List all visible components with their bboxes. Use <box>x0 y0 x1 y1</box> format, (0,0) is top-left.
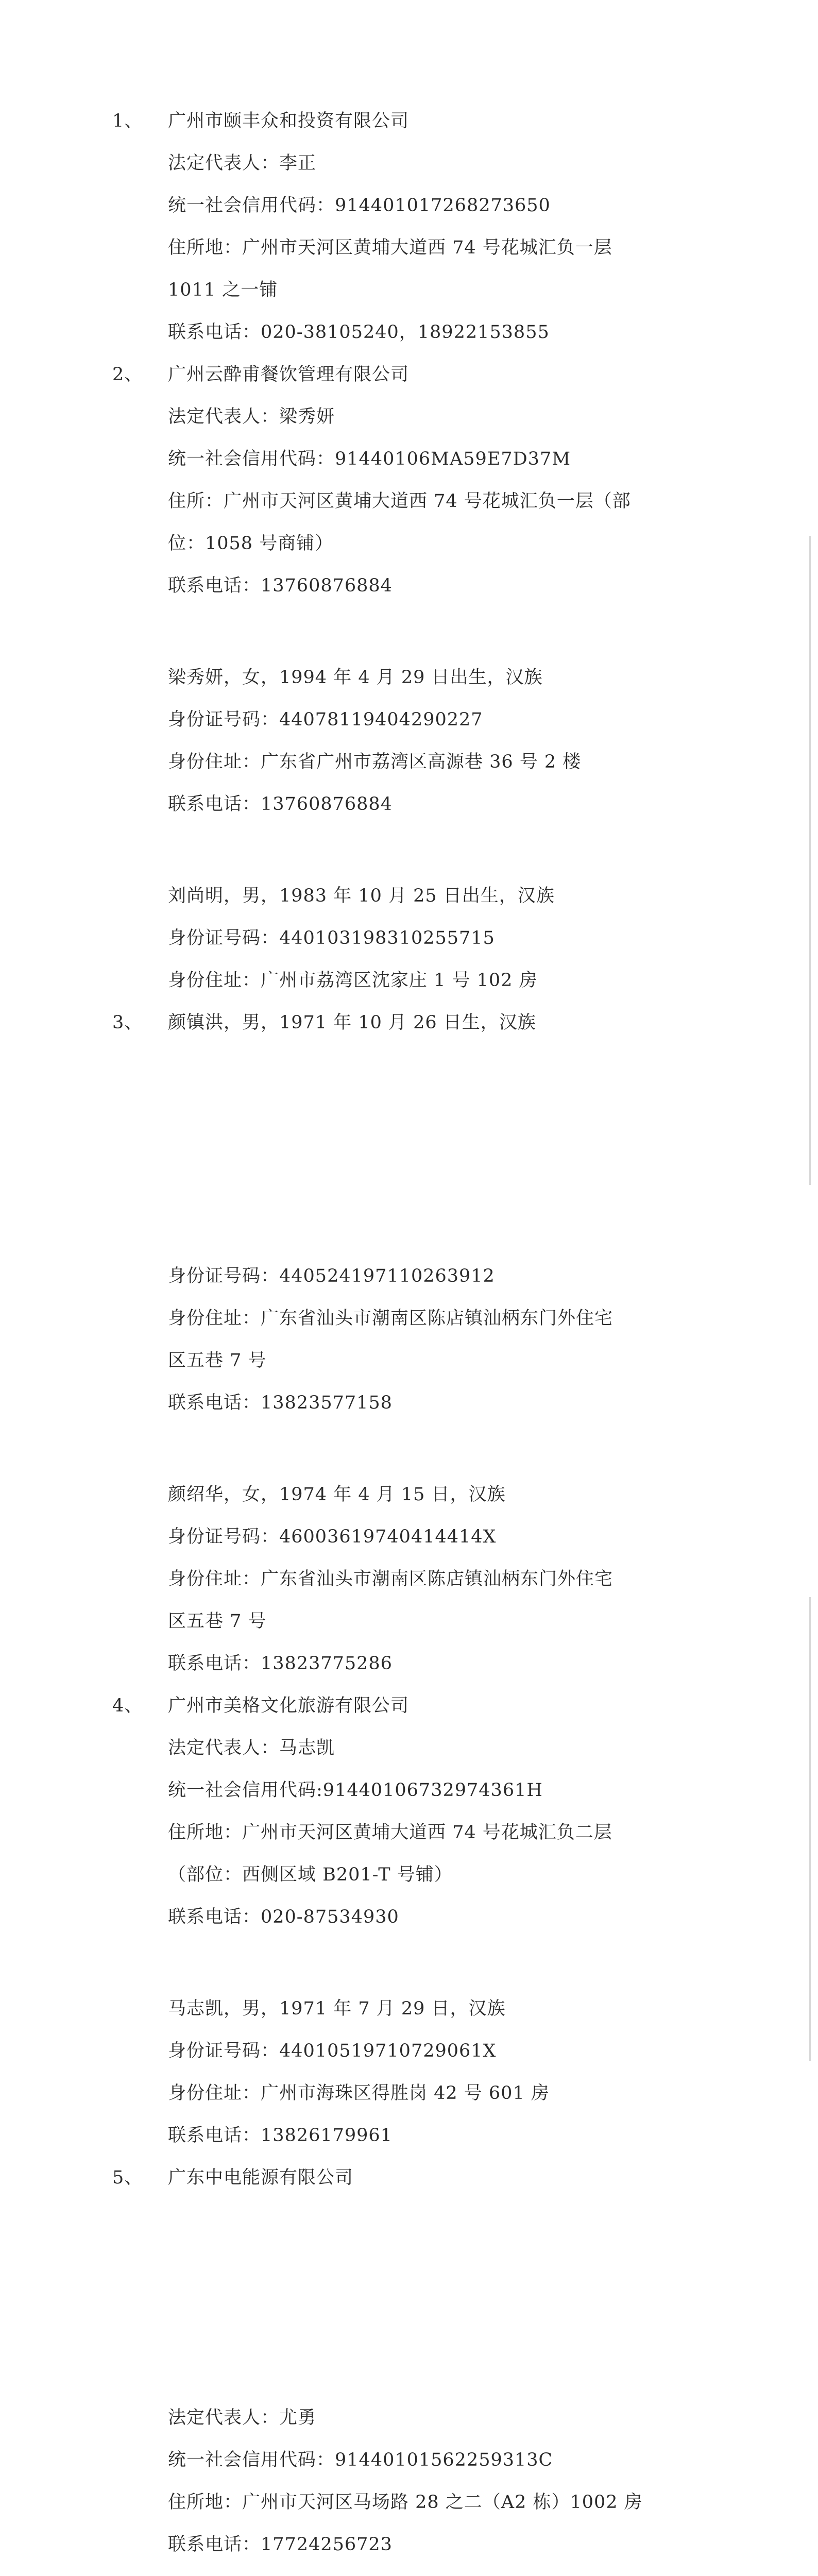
credit-code: 统一社会信用代码：91440101562259313C <box>168 2450 553 2470</box>
scan-edge <box>809 536 811 1185</box>
legal-representative: 法定代表人：马志凯 <box>168 1738 335 1758</box>
person-address: 身份住址：广东省广州市荔湾区高源巷 36 号 2 楼 <box>168 752 582 772</box>
person-address: 身份住址：广东省汕头市潮南区陈店镇汕柄东门外住宅 <box>168 1569 614 1589</box>
person-phone: 联系电话：13760876884 <box>168 794 393 815</box>
entry-number: 3、 <box>112 1012 143 1033</box>
entry-number: 2、 <box>112 364 143 385</box>
person-address-continued: 区五巷 7 号 <box>168 1611 267 1632</box>
phone: 联系电话：13760876884 <box>168 575 393 596</box>
company-name: 广州云酔甫餐饮管理有限公司 <box>168 364 410 385</box>
scan-edge <box>809 1597 811 2061</box>
person-info: 刘尚明，男，1983 年 10 月 25 日出生，汉族 <box>168 886 555 906</box>
person-phone: 联系电话：13826179961 <box>168 2125 393 2146</box>
person-info: 马志凯，男，1971 年 7 月 29 日，汉族 <box>168 1998 506 2019</box>
person-id: 身份证号码：440524197110263912 <box>168 1266 495 1286</box>
address: 住所地：广州市天河区黄埔大道西 74 号花城汇负一层 <box>168 238 612 258</box>
address-continued: 1011 之一铺 <box>168 280 278 300</box>
credit-code: 统一社会信用代码：914401017268273650 <box>168 195 551 216</box>
credit-code: 统一社会信用代码：91440106MA59E7D37M <box>168 449 571 469</box>
person-address: 身份住址：广州市荔湾区沈家庄 1 号 102 房 <box>168 970 538 991</box>
legal-representative: 法定代表人：李正 <box>168 153 317 174</box>
company-name: 广州市颐丰众和投资有限公司 <box>168 111 410 131</box>
credit-code: 统一社会信用代码:91440106732974361H <box>168 1780 543 1801</box>
person-id: 身份证号码：44010519710729061X <box>168 2041 497 2061</box>
person-address-continued: 区五巷 7 号 <box>168 1350 267 1371</box>
person-id: 身份证号码：46003619740414414X <box>168 1527 497 1547</box>
address-continued: 位：1058 号商铺） <box>168 533 334 554</box>
person-info: 颜镇洪，男，1971 年 10 月 26 日生，汉族 <box>168 1012 536 1033</box>
person-info: 梁秀妍，女，1994 年 4 月 29 日出生，汉族 <box>168 667 543 688</box>
legal-representative: 法定代表人：梁秀妍 <box>168 406 335 427</box>
entry-number: 4、 <box>112 1696 143 1716</box>
entry-number: 1、 <box>112 111 143 131</box>
person-phone: 联系电话：13823577158 <box>168 1393 393 1413</box>
person-id: 身份证号码：440103198310255715 <box>168 928 495 948</box>
phone: 联系电话：020-87534930 <box>168 1907 399 1927</box>
entry-number: 5、 <box>112 2167 143 2188</box>
company-name: 广东中电能源有限公司 <box>168 2167 354 2188</box>
address-continued: （部位：西侧区域 B201-T 号铺） <box>168 1865 453 1885</box>
person-phone: 联系电话：13823775286 <box>168 1653 393 1674</box>
person-id: 身份证号码：44078119404290227 <box>168 709 483 730</box>
phone: 联系电话：17724256723 <box>168 2534 393 2555</box>
legal-representative: 法定代表人：尤勇 <box>168 2408 317 2428</box>
address: 住所地：广州市天河区马场路 28 之二（A2 栋）1002 房 <box>168 2492 643 2513</box>
address: 住所地：广州市天河区黄埔大道西 74 号花城汇负二层 <box>168 1822 612 1843</box>
person-info: 颜绍华，女，1974 年 4 月 15 日，汉族 <box>168 1484 506 1505</box>
phone: 联系电话：020-38105240，18922153855 <box>168 322 550 343</box>
address: 住所：广州市天河区黄埔大道西 74 号花城汇负一层（部 <box>168 491 631 512</box>
person-address: 身份住址：广东省汕头市潮南区陈店镇汕柄东门外住宅 <box>168 1308 614 1329</box>
person-address: 身份住址：广州市海珠区得胜岗 42 号 601 房 <box>168 2083 550 2104</box>
company-name: 广州市美格文化旅游有限公司 <box>168 1696 410 1716</box>
